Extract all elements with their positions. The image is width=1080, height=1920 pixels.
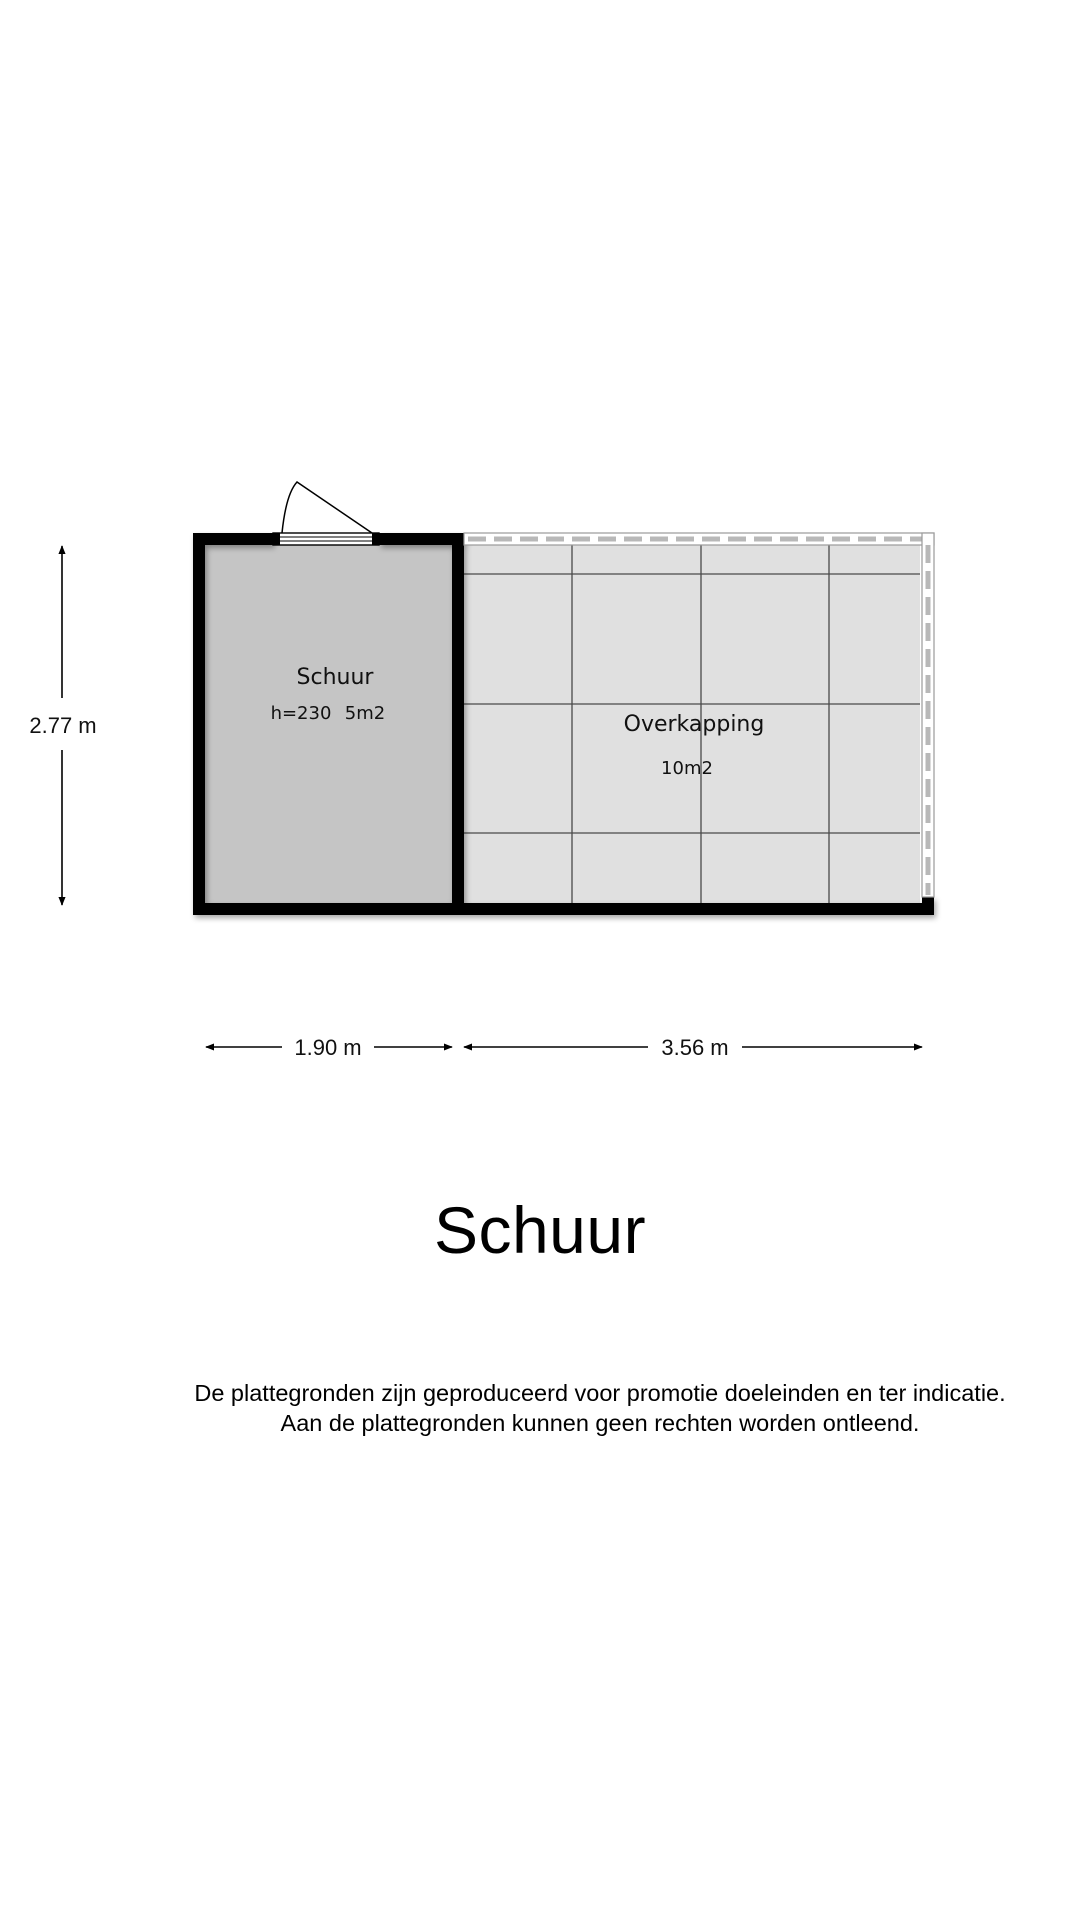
- room-name-shed: Schuur: [296, 665, 374, 690]
- door: [273, 482, 379, 545]
- wall-left: [193, 533, 205, 915]
- dimension-width-canopy-label: 3.56 m: [661, 1035, 729, 1060]
- wall-middle: [452, 533, 464, 915]
- room-name-canopy: Overkapping: [623, 712, 765, 737]
- room-height-shed: h=230: [270, 703, 332, 724]
- dimension-width-canopy: [464, 1035, 922, 1060]
- room-area-canopy: 10m2: [661, 758, 713, 779]
- dimension-width-shed-label: 1.90 m: [294, 1035, 362, 1060]
- dimension-height-label: 2.77 m: [29, 713, 97, 738]
- page-title: Schuur: [433, 1193, 647, 1267]
- disclaimer-line: Aan de plattegronden kunnen geen rechten worden ontleend.: [280, 1410, 920, 1436]
- door-swing-icon: [282, 482, 372, 533]
- dimension-height: [29, 546, 96, 905]
- wall-bottom: [193, 903, 934, 915]
- dimension-width-shed: [206, 1035, 452, 1060]
- room-area-shed: 5m2: [344, 703, 386, 724]
- disclaimer-line: De plattegronden zijn geproduceerd voor promotie doeleinden en ter indicatie.: [194, 1380, 1006, 1406]
- wall-corner-post: [922, 897, 934, 915]
- disclaimer: [150, 1378, 1050, 1438]
